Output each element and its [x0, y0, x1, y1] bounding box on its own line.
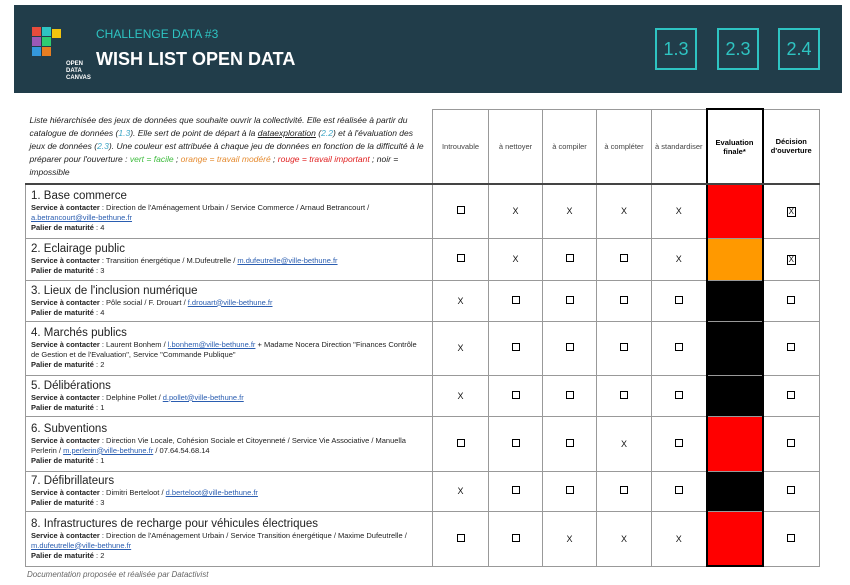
checkbox-icon: [457, 534, 465, 542]
dataset-name: 5. Délibérations: [31, 379, 111, 392]
dataset-cell: [26, 238, 433, 280]
checkbox-icon: [457, 439, 465, 447]
status-cell[interactable]: [652, 416, 707, 471]
checkbox-icon: [787, 486, 795, 494]
status-cell[interactable]: [652, 280, 707, 321]
checkbox-icon: [512, 343, 520, 351]
decision-cell[interactable]: [763, 511, 820, 566]
contact-email-link[interactable]: m.dufeutrelle@ville-bethune.fr: [237, 256, 338, 265]
open-data-canvas-logo: [32, 27, 91, 81]
checkbox-icon: [566, 296, 574, 304]
status-cell[interactable]: [489, 416, 543, 471]
checkbox-icon: [620, 296, 628, 304]
table-row: [26, 238, 820, 280]
dataset-cell: [26, 375, 433, 416]
dataset-cell: [26, 471, 433, 511]
col-a-compiler: à compiler: [543, 109, 597, 184]
dataset-contact: Service à contacter : Direction de l'Aménagement Urbain / Service Commerce / Arnaud Betrancourt / a.betrancourt@ville-bethune.fr: [31, 203, 370, 223]
contact-email-link[interactable]: d.pollet@ville-bethune.fr: [162, 392, 244, 402]
status-cell[interactable]: [489, 280, 543, 321]
status-cell[interactable]: [597, 416, 652, 471]
checkbox-icon: [787, 534, 795, 542]
status-cell[interactable]: [433, 280, 489, 321]
dataset-cell: [26, 416, 433, 471]
checkbox-icon: [787, 296, 795, 304]
x-mark: X: [512, 254, 519, 264]
status-cell[interactable]: [489, 471, 543, 511]
x-mark: X: [620, 438, 627, 449]
status-cell[interactable]: [543, 238, 597, 280]
decision-cell[interactable]: [763, 471, 820, 511]
page-title: WISH LIST OPEN DATA: [96, 49, 296, 69]
x-mark: X: [457, 486, 464, 496]
x-mark: X: [675, 533, 682, 544]
dataset-maturity: Palier de maturité : 3: [31, 498, 105, 507]
dataset-contact: Service à contacter : Direction de l'Aménagement Urbain / Service Transition énergétique / Maxime Dufeutrelle / m.dufeutrelle@ville-bethune.fr: [31, 530, 407, 550]
checkbox-icon: [620, 254, 628, 262]
ref-badge-1-3: 1.3: [655, 28, 697, 70]
logo-text: OPEN DATA CANVAS: [66, 61, 91, 81]
checkbox-icon: [675, 486, 683, 494]
dataset-name: 6. Subventions: [31, 422, 108, 435]
status-cell[interactable]: [433, 471, 489, 511]
dataset-contact: Service à contacter : Dimitri Berteloot / d.berteloot@ville-bethune.fr: [31, 488, 258, 497]
x-mark: X: [620, 533, 627, 544]
status-cell[interactable]: [652, 471, 707, 511]
evaluation-color-cell: [707, 375, 763, 416]
checkbox-icon: [566, 439, 574, 447]
status-cell[interactable]: [652, 375, 707, 416]
status-cell[interactable]: [597, 511, 652, 566]
checkbox-icon: [675, 439, 683, 447]
status-cell[interactable]: [543, 375, 597, 416]
x-mark: X: [566, 533, 573, 544]
status-cell[interactable]: [543, 471, 597, 511]
x-mark: X: [566, 206, 573, 217]
checkbox-icon: [787, 439, 795, 447]
status-cell[interactable]: [543, 280, 597, 321]
evaluation-color-cell: [707, 321, 763, 375]
status-cell[interactable]: [597, 471, 652, 511]
status-cell[interactable]: [597, 184, 652, 238]
decision-cell[interactable]: [763, 321, 820, 375]
x-mark: X: [675, 254, 682, 264]
checkbox-icon: [512, 296, 520, 304]
dataset-name: 8. Infrastructures de recharge pour véhicules électriques: [31, 517, 319, 530]
status-cell[interactable]: [652, 321, 707, 375]
checkbox-icon: [566, 254, 574, 262]
checkbox-icon: [457, 254, 465, 262]
header-banner: [14, 5, 842, 93]
contact-email-link[interactable]: a.betrancourt@ville-bethune.fr: [31, 213, 133, 223]
status-cell[interactable]: [489, 238, 543, 280]
col-a-completer: à compléter: [597, 109, 652, 184]
decision-cell[interactable]: [763, 416, 820, 471]
dataset-cell: [26, 280, 433, 321]
challenge-label: CHALLENGE DATA #3: [96, 27, 219, 41]
dataset-name: 7. Défibrillateurs: [31, 475, 115, 487]
status-cell[interactable]: [433, 416, 489, 471]
decision-cell[interactable]: [763, 280, 820, 321]
col-a-nettoyer: à nettoyer: [489, 109, 543, 184]
x-checked-box: X: [788, 254, 794, 264]
checkbox-icon: [512, 439, 520, 447]
checkbox-icon: [675, 391, 683, 399]
checkbox-icon: [566, 486, 574, 494]
col-a-standardiser: à standardiser: [652, 109, 707, 184]
status-cell[interactable]: [433, 321, 489, 375]
checkbox-icon: [566, 391, 574, 399]
dataset-contact: Service à contacter : Laurent Bonhem / l.bonhem@ville-bethune.fr + Madame Nocera Direction "Finances Contrôle de Gestion et de l'Evaluation", Service "Commande Publique": [31, 340, 417, 359]
dataset-cell: [26, 511, 433, 566]
evaluation-color-cell: [707, 416, 763, 471]
table-row: [26, 511, 820, 566]
dataset-maturity: Palier de maturité : 1: [31, 402, 105, 412]
x-mark: X: [675, 206, 682, 217]
checkbox-icon: [457, 206, 465, 214]
status-cell[interactable]: [433, 375, 489, 416]
status-cell[interactable]: [489, 511, 543, 566]
evaluation-color-cell: [707, 238, 763, 280]
status-cell[interactable]: [489, 375, 543, 416]
table-row: [26, 321, 820, 375]
col-introuvable: Introuvable: [433, 109, 489, 184]
decision-cell[interactable]: [763, 184, 820, 238]
status-cell[interactable]: [433, 184, 489, 238]
dataset-name: 1. Base commerce: [31, 190, 127, 203]
checkbox-icon: [620, 486, 628, 494]
status-cell[interactable]: [489, 184, 543, 238]
x-mark: X: [457, 343, 464, 353]
dataexploration-link[interactable]: dataexploration: [257, 127, 316, 138]
dataset-maturity: Palier de maturité : 2: [31, 360, 105, 369]
evaluation-color-cell: [707, 471, 763, 511]
x-mark: X: [620, 206, 627, 217]
checkbox-icon: [512, 486, 520, 494]
col-evaluation-finale: Evaluation finale*: [707, 109, 763, 184]
table-row: [26, 471, 820, 511]
status-cell[interactable]: [597, 321, 652, 375]
contact-email-link[interactable]: m.perlerin@ville-bethune.fr: [63, 445, 154, 455]
intro-text: Liste hiérarchisée des jeux de données que souhaite ouvrir la collectivité. Elle est réalisée à partir du catalogue de données (1.3). Elle sert de point de départ à la dataexploration (2.2) et à l'évaluation des jeux de données (2.3). Une couleur est attribuée à chaque jeu de données en fonction de la difficulté à le préparer pour l'ouverture : vert = facile ; orange = travail modéré ; rouge = travail important ; noir = impossible: [26, 109, 433, 184]
status-cell[interactable]: [652, 238, 707, 280]
checkbox-icon: [512, 391, 520, 399]
footer-credit: Documentation proposée et réalisée par Datactivist: [27, 570, 209, 579]
checkbox-icon: [512, 534, 520, 542]
status-cell[interactable]: [652, 184, 707, 238]
x-mark: X: [457, 390, 464, 401]
checkbox-icon: [675, 343, 683, 351]
ref-badge-2-3: 2.3: [717, 28, 759, 70]
decision-cell[interactable]: [763, 375, 820, 416]
evaluation-color-cell: [707, 280, 763, 321]
status-cell[interactable]: [433, 238, 489, 280]
table-row: [26, 280, 820, 321]
wish-list-table: [25, 108, 820, 567]
status-cell[interactable]: [597, 375, 652, 416]
dataset-name: 3. Lieux de l'inclusion numérique: [31, 284, 198, 297]
dataset-contact: Service à contacter : Direction Vie Locale, Cohésion Sociale et Citoyenneté / Service Vie Associative / Manuella Perlerin / m.perlerin@ville-bethune.fr / 07.64.54.68.14: [31, 435, 406, 455]
status-cell[interactable]: [543, 416, 597, 471]
checkbox-icon: [787, 391, 795, 399]
contact-email-link[interactable]: d.berteloot@ville-bethune.fr: [165, 488, 258, 497]
x-checked-box: X: [788, 206, 794, 216]
x-mark: X: [512, 206, 519, 217]
checkbox-icon: [620, 343, 628, 351]
decision-cell[interactable]: [763, 238, 820, 280]
col-decision-ouverture: Décision d'ouverture: [763, 109, 820, 184]
evaluation-color-cell: [707, 184, 763, 238]
ref-badge-2-4: 2.4: [778, 28, 820, 70]
contact-email-link[interactable]: l.bonhem@ville-bethune.fr: [167, 340, 256, 349]
dataset-contact: Service à contacter : Transition énergétique / M.Dufeutrelle / m.dufeutrelle@ville-bethune.fr: [31, 256, 338, 265]
status-cell[interactable]: [597, 238, 652, 280]
x-mark: X: [457, 295, 464, 306]
table-row: [26, 375, 820, 416]
dataset-maturity: Palier de maturité : 4: [31, 223, 105, 233]
status-cell[interactable]: [543, 511, 597, 566]
dataset-maturity: Palier de maturité : 4: [31, 307, 105, 317]
status-cell[interactable]: [433, 511, 489, 566]
status-cell[interactable]: [597, 280, 652, 321]
dataset-cell: [26, 184, 433, 238]
contact-email-link[interactable]: f.drouart@ville-bethune.fr: [187, 297, 273, 307]
dataset-name: 4. Marchés publics: [31, 327, 127, 339]
dataset-contact: Service à contacter : Delphine Pollet / d.pollet@ville-bethune.fr: [31, 392, 244, 402]
status-cell[interactable]: [652, 511, 707, 566]
dataset-maturity: Palier de maturité : 3: [31, 266, 105, 275]
status-cell[interactable]: [543, 184, 597, 238]
evaluation-color-cell: [707, 511, 763, 566]
dataset-maturity: Palier de maturité : 2: [31, 550, 105, 560]
checkbox-icon: [787, 343, 795, 351]
checkbox-icon: [675, 296, 683, 304]
status-cell[interactable]: [489, 321, 543, 375]
status-cell[interactable]: [543, 321, 597, 375]
table-row: [26, 184, 820, 238]
table-row: [26, 416, 820, 471]
dataset-maturity: Palier de maturité : 1: [31, 455, 105, 465]
contact-email-link[interactable]: m.dufeutrelle@ville-bethune.fr: [31, 540, 132, 550]
dataset-contact: Service à contacter : Pôle social / F. Drouart / f.drouart@ville-bethune.fr: [31, 297, 273, 307]
checkbox-icon: [620, 391, 628, 399]
dataset-name: 2. Eclairage public: [31, 243, 125, 255]
checkbox-icon: [566, 343, 574, 351]
dataset-cell: [26, 321, 433, 375]
